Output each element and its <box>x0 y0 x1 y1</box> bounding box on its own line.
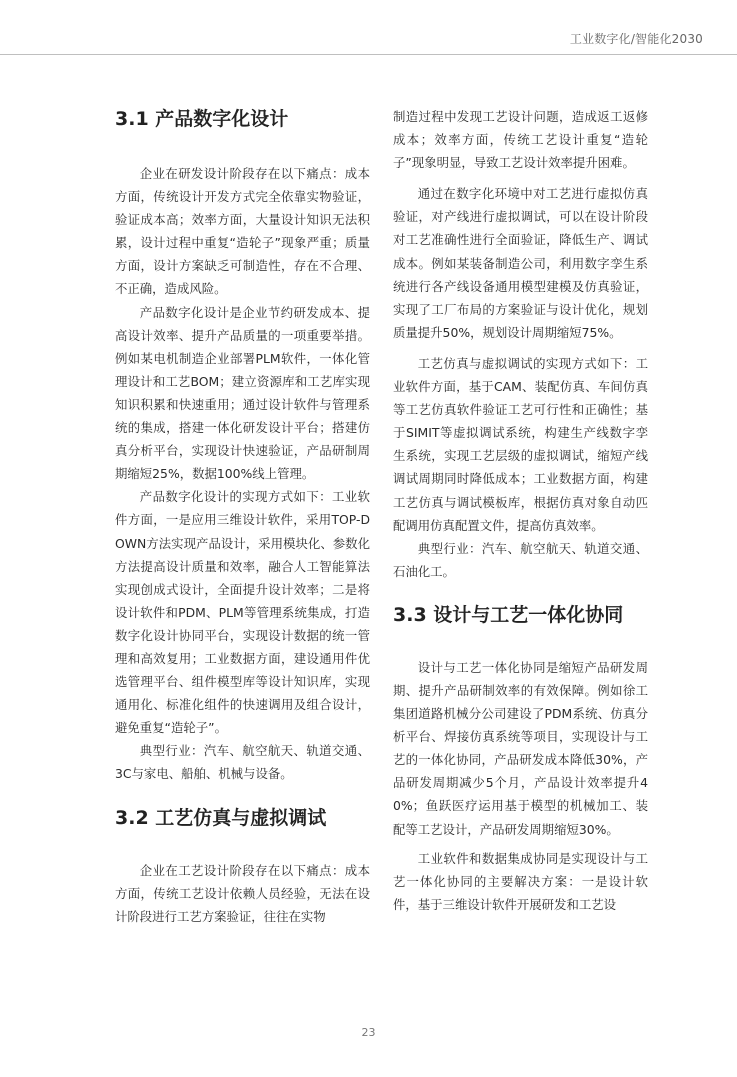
section-3-1-paragraph-3: 产品数字化设计的实现方式如下：工业软件方面，一是应用三维设计软件，采用TOP-DOWN方法实现产品设计，采用模块化、参数化方法提高设计质量和效率，融合人工智能算法实现创成式设计，全面提升设计效率；二是将设计软件和PDM、PLM等管理系统集成，打造数字化设计协同平台，实现设计数据的统一管理和高效复用；工业数据方面，建设通用件优选管理平台、组件模型库等设计知识库，实现通用化、标准化组件的快速调用及组合设计，避免重复“造轮子”。 <box>115 489 370 736</box>
section-3-3-paragraph-2: 工业软件和数据集成协同是实现设计与工艺一体化协同的主要解决方案：一是设计软件，基于三维设计软件开展研发和工艺设 <box>393 850 648 912</box>
right-column <box>393 105 648 916</box>
section-3-1-paragraph-1: 企业在研发设计阶段存在以下痛点：成本方面，传统设计开发方式完全依靠实物验证，验证成本高；效率方面，大量设计知识无法积累，设计过程中重复“造轮子”现象严重；质量方面，设计方案缺乏可制造性，存在不合理、不正确，造成风险。 <box>115 166 370 297</box>
section-3-3-paragraph-1: 设计与工艺一体化协同是缩短产品研发周期、提升产品研制效率的有效保障。例如徐工集团道路机械分公司建设了PDM系统、仿真分析平台、焊接仿真系统等项目，实现设计与工艺的一体化协同，产品研发成本降低30%，产品研发周期减少5个月，产品设计效率提升40%；鱼跃医疗运用基于模型的机械加工、装配等工艺设计，产品研发周期缩短30%。 <box>393 659 648 837</box>
left-column <box>115 103 370 928</box>
section-3-1-heading: 3.1 产品数字化设计 <box>115 108 289 130</box>
section-3-2-paragraph-1: 企业在工艺设计阶段存在以下痛点：成本方面，传统工艺设计依赖人员经验，无法在设计阶段进行工艺方案验证，往往在实物 <box>115 862 370 924</box>
section-3-2-heading: 3.2 工艺仿真与虚拟调试 <box>115 806 327 829</box>
page-number: 23 <box>361 1026 376 1039</box>
header-divider <box>0 54 737 55</box>
section-3-1-paragraph-2: 产品数字化设计是企业节约研发成本、提高设计效率、提升产品质量的一项重要举措。例如某电机制造企业部署PLM软件，一体化管理设计和工艺BOM；建立资源库和工艺库实现知识积累和快速重用；通过设计软件与管理系统的集成，搭建一体化研发设计平台；搭建仿真分析平台，实现设计快速验证，产品研制周期缩短25%，数据100%线上管理。 <box>115 304 370 482</box>
section-3-1-paragraph-4: 典型行业：汽车、航空航天、轨道交通、3C与家电、船舶、机械与设备。 <box>115 743 370 782</box>
section-3-2-paragraph-1-continued: 制造过程中发现工艺设计问题，造成返工返修成本；效率方面，传统工艺设计重复“造轮子”现象明显，导致工艺设计效率提升困难。 <box>393 109 648 171</box>
section-3-2-paragraph-3: 工艺仿真与虚拟调试的实现方式如下：工业软件方面，基于CAM、装配仿真、车间仿真等工艺仿真软件验证工艺可行性和正确性；基于SIMIT等虚拟调试系统，构建生产线数字孪生系统，实现工艺层级的虚拟调试，缩短产线调试周期同时降低成本；工业数据方面，构建工艺仿真与调试模板库，根据仿真对象自动匹配调用仿真配置文件，提高仿真效率。 <box>393 355 648 533</box>
section-3-2-paragraph-4: 典型行业：汽车、航空航天、轨道交通、石油化工。 <box>393 540 648 579</box>
section-3-2-paragraph-2: 通过在数字化环境中对工艺进行虚拟仿真验证，对产线进行虚拟调试，可以在设计阶段对工艺准确性进行全面验证，降低生产、调试成本。例如某装备制造公司，利用数字孪生系统进行各产线设备通用模型建模及仿真验证，实现了工厂布局的方案验证与设计优化，规划质量提升50%，规划设计周期缩短75%。 <box>393 186 648 340</box>
running-header: 工业数字化/智能化2030 <box>569 32 703 46</box>
section-3-3-heading: 3.3 设计与工艺一体化协同 <box>393 603 624 626</box>
